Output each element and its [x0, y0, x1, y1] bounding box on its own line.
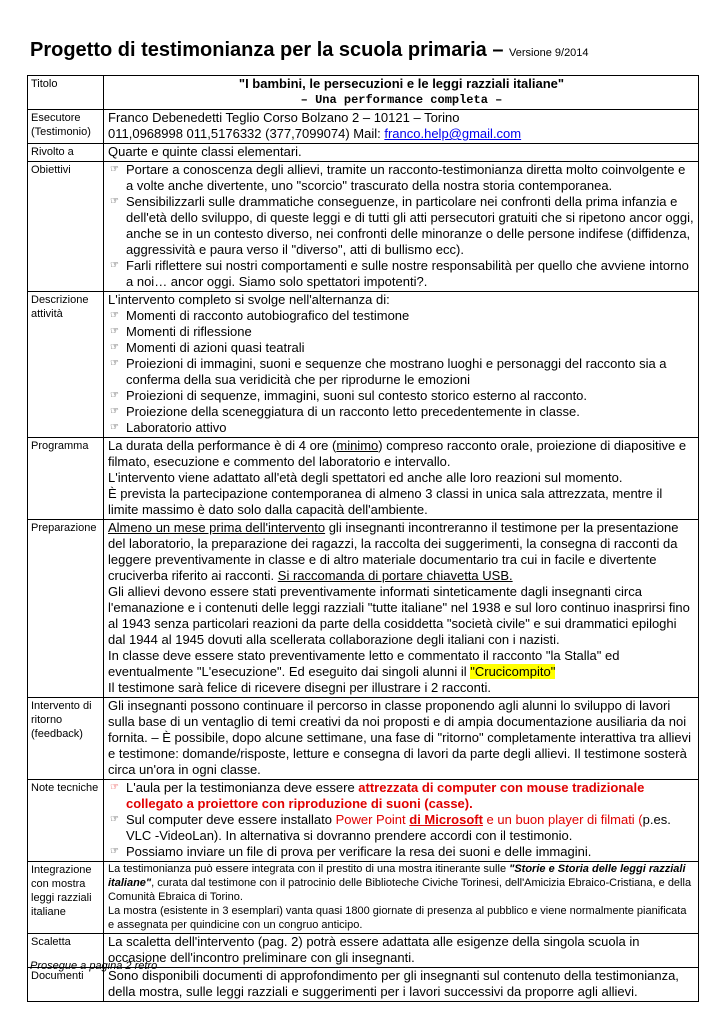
programma-p3: È prevista la partecipazione contemporanea di almeno 3 classi in unica sala attrezzata, mentre il limite massimo è dato solo dalla capacità dell'ambiente. [108, 486, 663, 517]
text-span: gli insegnanti incontreranno il testimone per la presentazione del laboratorio, la preparazione dei ragazzi, la raccolta dei suggerimenti, la consegna di racconti da leggere preventivamente in classe e di altro materiale documentario tra cui in facile e divertente cruciverba riferito ai racconti. [108, 520, 679, 583]
row-note [28, 780, 699, 862]
project-title: "I bambini, le persecuzioni e le leggi razziali italiane" [238, 76, 565, 91]
item-text: Sensibilizzarli sulle drammatiche conseguenze, in particolare nei confronti della prima infanzia e dell'età dello sviluppo, di queste leggi e di tutti gli atti persecutori gratuiti che si ripetono ancor oggi, anche se in un contesto diverso, nei confronti delle minoranze o delle persone indifese (diffidenza, aggressività e paura verso il "diverso", atti di bullismo ecc). [126, 194, 694, 257]
programma-p2: L'intervento viene adattato all'età degli spettatori ed anche alle loro reazioni sul momento. [108, 470, 623, 485]
row-programma [28, 438, 699, 520]
text-span: p.es. VLC -VideoLan). In alternativa si dovranno prendere accordi con il testimonio. [126, 812, 671, 843]
preparazione-p4: Il testimone sarà felice di ricevere disegni per illustrare i 2 racconti. [108, 680, 491, 695]
list-item [108, 324, 695, 340]
item-text: Proiezioni di sequenze, immagini, suoni sul contesto storico esterno al racconto. [126, 388, 588, 403]
content-documenti: Sono disponibili documenti di approfondimento per gli insegnanti sul contenuto della testimonianza, della mostra, sulle leggi razziali e suggerimenti per i lavori successivi da proporre agli allievi. [104, 968, 699, 1002]
preparazione-p3 [108, 648, 695, 680]
pointing-hand-icon: ☞ [110, 846, 119, 857]
content-rivolto: Quarte e quinte classi elementari. [104, 144, 699, 162]
label-esecutore: Esecutore (Testimonio) [28, 110, 104, 144]
row-integrazione [28, 862, 699, 934]
list-item [108, 194, 695, 258]
pointing-hand-icon: ☞ [110, 164, 119, 175]
label-preparazione: Preparazione [28, 520, 104, 698]
page-title [30, 38, 589, 65]
item-text: Proiezione della sceneggiatura di un racconto letto precedentemente in classe. [126, 404, 580, 419]
text-span: , curata dal testimone con il patrocinio delle Biblioteche Civiche Torinesi, dell'Amicizia Ebraico-Cristiana, e della Comunità Ebraica di Torino. [108, 877, 692, 903]
version-label: Versione 9/2014 [509, 47, 589, 59]
item-text: Momenti di racconto autobiografico del testimone [126, 308, 410, 323]
label-programma: Programma [28, 438, 104, 520]
label-descrizione: Descrizione attività [28, 292, 104, 438]
phones: 011,0968998 011,5176332 (377,7099074) Mail: [108, 126, 385, 141]
list-item [108, 780, 695, 812]
list-item [108, 162, 695, 194]
red-bold-text: attrezzata di computer con mouse tradizionale collegato a proiettore con riproduzione di suoni (casse). [126, 780, 645, 811]
list-item [108, 258, 695, 290]
label-note: Note tecniche [28, 780, 104, 862]
objectives-list [108, 162, 695, 290]
list-item [108, 404, 695, 420]
contacts [108, 126, 695, 142]
label-obiettivi: Obiettivi [28, 162, 104, 292]
bold-italic-text: "Storie e Storia delle leggi razziali italiane" [108, 863, 686, 889]
list-item [108, 356, 695, 388]
integrazione-p1 [108, 862, 695, 904]
list-item [108, 340, 695, 356]
label-titolo: Titolo [28, 76, 104, 110]
row-descrizione [28, 292, 699, 438]
red-underlined-text: di Microsoft [409, 812, 483, 827]
text-span: L'aula per la testimonianza deve essere [126, 780, 359, 795]
text-span: Sul computer deve essere installato [126, 812, 336, 827]
content-integrazione [104, 862, 699, 934]
text-span: La testimonianza può essere integrata con il prestito di una mostra itinerante sulle [108, 863, 510, 875]
content-note [104, 780, 699, 862]
project-table [27, 75, 699, 1002]
text-span: La durata della performance è di 4 ore ( [108, 438, 337, 453]
content-programma [104, 438, 699, 520]
content-descrizione [104, 292, 699, 438]
text-span: ) compreso racconto orale, proiezione di diapositive e filmato, esecuzione e commento del laboratorio e intervallo. [108, 438, 687, 469]
list-item [108, 844, 695, 860]
row-esecutore [28, 110, 699, 144]
address: Franco Debenedetti Teglio Corso Bolzano 2 – 10121 – Torino [108, 110, 460, 125]
content-intervento: Gli insegnanti possono continuare il percorso in classe proponendo agli alunni lo sviluppo di lavori sulla base di un ventaglio di temi creativi da noi proposti e di ampia documentazione ausiliaria da noi fornita. – È possibile, dopo alcune settimane, una fase di "ritorno" completamente interattiva tra allievi e testimone: domande/risposte, letture e consegna di lavori da parte degli allievi. Il testimone sosterà circa un'ora in ogni classe. [104, 698, 699, 780]
programma-p1 [108, 438, 695, 470]
pointing-hand-icon: ☞ [110, 390, 119, 401]
pointing-hand-icon: ☞ [110, 326, 119, 337]
content-scaletta: La scaletta dell'intervento (pag. 2) potrà essere adattata alle esigenze della singola scuola in occasione dell'incontro preliminare con gli insegnanti. [104, 934, 699, 968]
underlined-text: minimo [336, 438, 379, 453]
item-text: Laboratorio attivo [126, 420, 227, 435]
pointing-hand-icon: ☞ [110, 814, 119, 825]
row-obiettivi [28, 162, 699, 292]
underlined-text: Almeno un mese prima dell'intervento [108, 520, 326, 535]
highlighted-text: "Crucicompito" [470, 664, 556, 679]
row-preparazione [28, 520, 699, 698]
underlined-text: Si raccomanda di portare chiavetta USB. [277, 568, 513, 583]
label-documenti: Documenti [28, 968, 104, 1002]
red-text: e un buon player di filmati ( [482, 812, 643, 827]
pointing-hand-icon: ☞ [110, 310, 119, 321]
pointing-hand-icon: ☞ [110, 342, 119, 353]
pointing-hand-icon: ☞ [110, 260, 119, 271]
item-text: Portare a conoscenza degli allievi, tramite un racconto-testimonianza diretta molto coinvolgente e a volte anche divertente, uno "scorcio" trascurato della nostra storia contemporanea. [126, 162, 686, 193]
red-text: Power Point [335, 812, 410, 827]
label-rivolto: Rivolto a [28, 144, 104, 162]
item-text: Possiamo inviare un file di prova per verificare la resa dei suoni e delle immagini. [126, 844, 592, 859]
label-scaletta: Scaletta [28, 934, 104, 968]
title-dash: – [486, 39, 510, 61]
description-intro: L'intervento completo si svolge nell'alternanza di: [108, 292, 390, 307]
list-item [108, 308, 695, 324]
list-item [108, 812, 695, 844]
preparazione-p1 [108, 520, 695, 584]
activities-list [108, 308, 695, 436]
pointing-hand-icon: ☞ [110, 782, 119, 793]
row-titolo [28, 76, 699, 110]
content-esecutore [104, 110, 699, 144]
row-rivolto [28, 144, 699, 162]
list-item [108, 388, 695, 404]
label-integrazione: Integrazione con mostra leggi razziali italiane [28, 862, 104, 934]
item-text: Momenti di azioni quasi teatrali [126, 340, 305, 355]
text-span: In classe deve essere stato preventivamente letto e commentato il racconto "la Stalla" ed eventualmente "L'esecuzione". Ed eseguito dai singoli alunni il [108, 648, 620, 679]
list-item [108, 420, 695, 436]
pointing-hand-icon: ☞ [110, 358, 119, 369]
item-text: Momenti di riflessione [126, 324, 252, 339]
item-text: Proiezioni di immagini, suoni e sequenze che mostrano luoghi e personaggi del racconto sia a conferma della sua veridicità che per riprodurne le emozioni [126, 356, 667, 387]
technical-notes-list [108, 780, 695, 860]
content-preparazione [104, 520, 699, 698]
integrazione-p2: La mostra (esistente in 3 esemplari) vanta quasi 1800 giornate di presenza al pubblico e viene normalmente pianificata e assegnata per quindicine con un congruo anticipo. [108, 905, 687, 931]
email-link[interactable]: franco.help@gmail.com [384, 126, 522, 141]
item-text: Farli riflettere sui nostri comportamenti e sulle nostre responsabilità per quello che avviene intorno a noi… ancor oggi. Siamo solo spettatori impotenti?. [126, 258, 689, 289]
project-subtitle: – Una performance completa – [300, 93, 503, 107]
pointing-hand-icon: ☞ [110, 196, 119, 207]
title-text: Progetto di testimonianza per la scuola primaria [30, 39, 487, 61]
row-intervento [28, 698, 699, 780]
label-intervento: Intervento di ritorno (feedback) [28, 698, 104, 780]
pointing-hand-icon: ☞ [110, 422, 119, 433]
preparazione-p2: Gli allievi devono essere stati preventivamente informati sinteticamente dagli insegnanti circa l'emanazione e i contenuti delle leggi razziali "tutte italiane" nel 1938 e sul loro continuo inasprirsi fino al 1943 senza particolari reazioni da parte della cosiddetta "società civile" e sui drammatici epiloghi dal 1944 al 1945 dovuti alla scellerata collaborazione degli italiani con i nazisti. [108, 584, 690, 647]
continuation-note: Prosegue a pagina 2 retro [30, 960, 158, 972]
content-titolo [104, 76, 699, 110]
pointing-hand-icon: ☞ [110, 406, 119, 417]
content-obiettivi [104, 162, 699, 292]
